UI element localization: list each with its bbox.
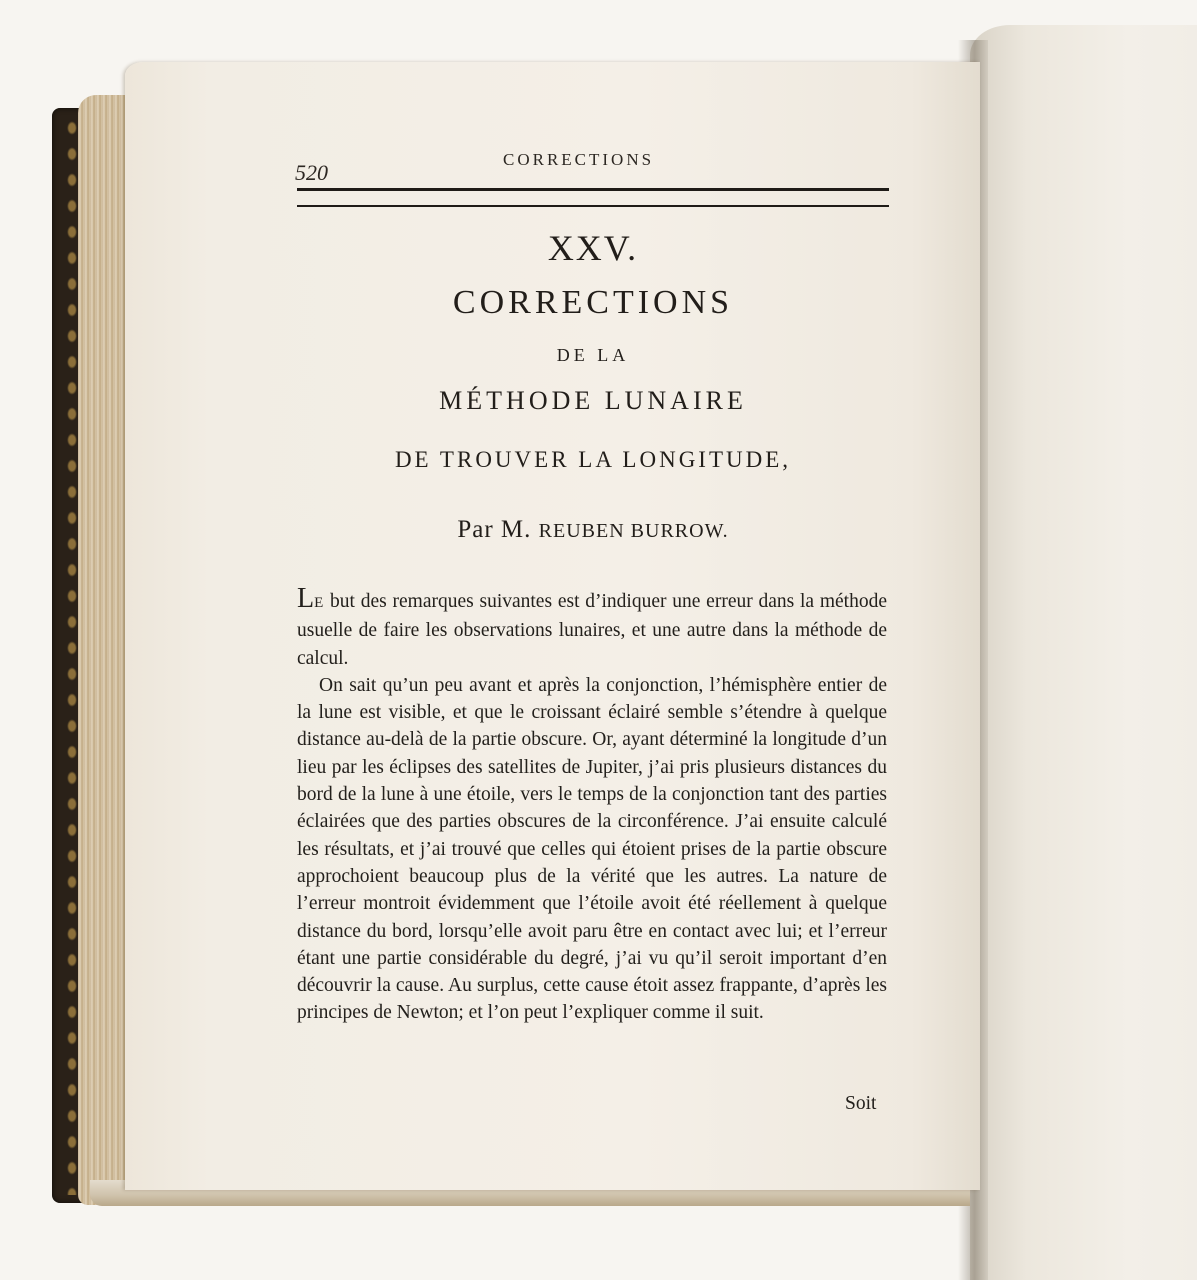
paragraph-2: On sait qu’un peu avant et après la conjonction, l’hémisphère entier de la lune est visible, et que le croissant éclairé semble s’étendre à quelque distance au-delà de la partie obscure. Or, ayant déterminé la longitude d’un lieu par les éclipses des satellites de Jupiter, j’ai pris plusieurs distances du bord de la lune à une étoile, vers le temps de la conjonction tant des parties éclairées que des parties obscures de la circonférence. J’ai ensuite calculé les résultats, et j’ai trouvé que celles qui étoient prises de la partie obscure approchoient beaucoup plus de la vérité que les autres. La nature de l’erreur montroit évidemment que l’étoile avoit été réellement à quelque distance du bord, lorsqu’elle avoit paru être en contact avec lui; et l’erreur étant une partie considérable du degré, j’ai vu qu’il seroit important d’en découvrir la cause. Au surplus, cette cause étoit assez frappante, d’après les principes de Newton; et l’on peut l’expliquer comme il suit. (297, 674, 887, 1024)
author-prefix: Par M. (457, 516, 532, 543)
author-name: REUBEN BURROW. (538, 520, 729, 542)
chapter-title: CORRECTIONS (452, 284, 734, 321)
facing-page (970, 25, 1197, 1280)
first-word-rest: E (314, 595, 325, 611)
title-line-methode: MÉTHODE LUNAIRE (439, 386, 747, 415)
header-rule-thick (297, 188, 889, 191)
header-rule-thin (297, 205, 889, 207)
running-head-title: CORRECTIONS (503, 150, 655, 169)
body-text (297, 583, 887, 1027)
paragraph-1 (297, 583, 887, 672)
paragraph-1-text: but des remarques suivantes est d’indiquer une erreur dans la méthode usuelle de faire les observations lunaires, et une autre dans la méthode de calcul. (297, 591, 887, 669)
running-head (295, 150, 895, 190)
author-line (297, 516, 889, 544)
title-line-trouver: DE TROUVER LA LONGITUDE, (394, 447, 792, 472)
drop-cap: L (297, 583, 315, 614)
page-number: 520 (295, 160, 328, 185)
catchword: Soit (845, 1093, 877, 1114)
title-line-de-la: DE LA (556, 345, 630, 365)
chapter-numeral: XXV. (547, 228, 639, 268)
